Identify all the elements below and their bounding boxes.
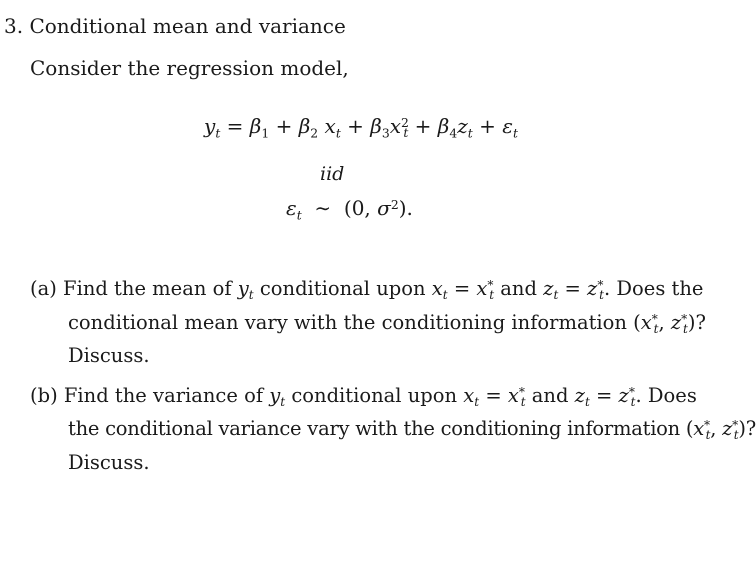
part-b-discuss: Discuss. bbox=[68, 451, 150, 474]
part-a-line-2: conditional mean vary with the conditioning information ($x^*_t$, $z^*_t$)? bbox=[68, 311, 706, 337]
part-b-line-2: the conditional variance vary with the conditioning information ($x^*_t$, $z^*_t$)? bbox=[68, 417, 756, 443]
part-a-label: (a) bbox=[30, 277, 57, 300]
part-a-discuss: Discuss. bbox=[68, 344, 150, 367]
problem-heading: 3. Conditional mean and variance bbox=[4, 14, 346, 38]
part-b-line-1: (b) Find the variance of $y_t$ conditional upon $x_t = x^*_t$ and $z_t = z^*_t$. Does bbox=[30, 384, 697, 410]
part-a-line-1: (a) Find the mean of $y_t$ conditional upon $x_t = x^*_t$ and $z_t = z^*_t$. Does the bbox=[30, 277, 704, 303]
iid-label: iid bbox=[320, 163, 345, 185]
regression-equation: $y_t = \beta_1 + \beta_2$ $x_t + \beta_3x^2_t + \beta_4z_t + \varepsilon_t$ bbox=[204, 114, 518, 141]
part-b-label: (b) bbox=[30, 384, 58, 407]
intro-text: Consider the regression model, bbox=[30, 56, 349, 80]
error-distribution: $\varepsilon_t$ ∼ (0, $\sigma^2$). bbox=[286, 196, 413, 223]
